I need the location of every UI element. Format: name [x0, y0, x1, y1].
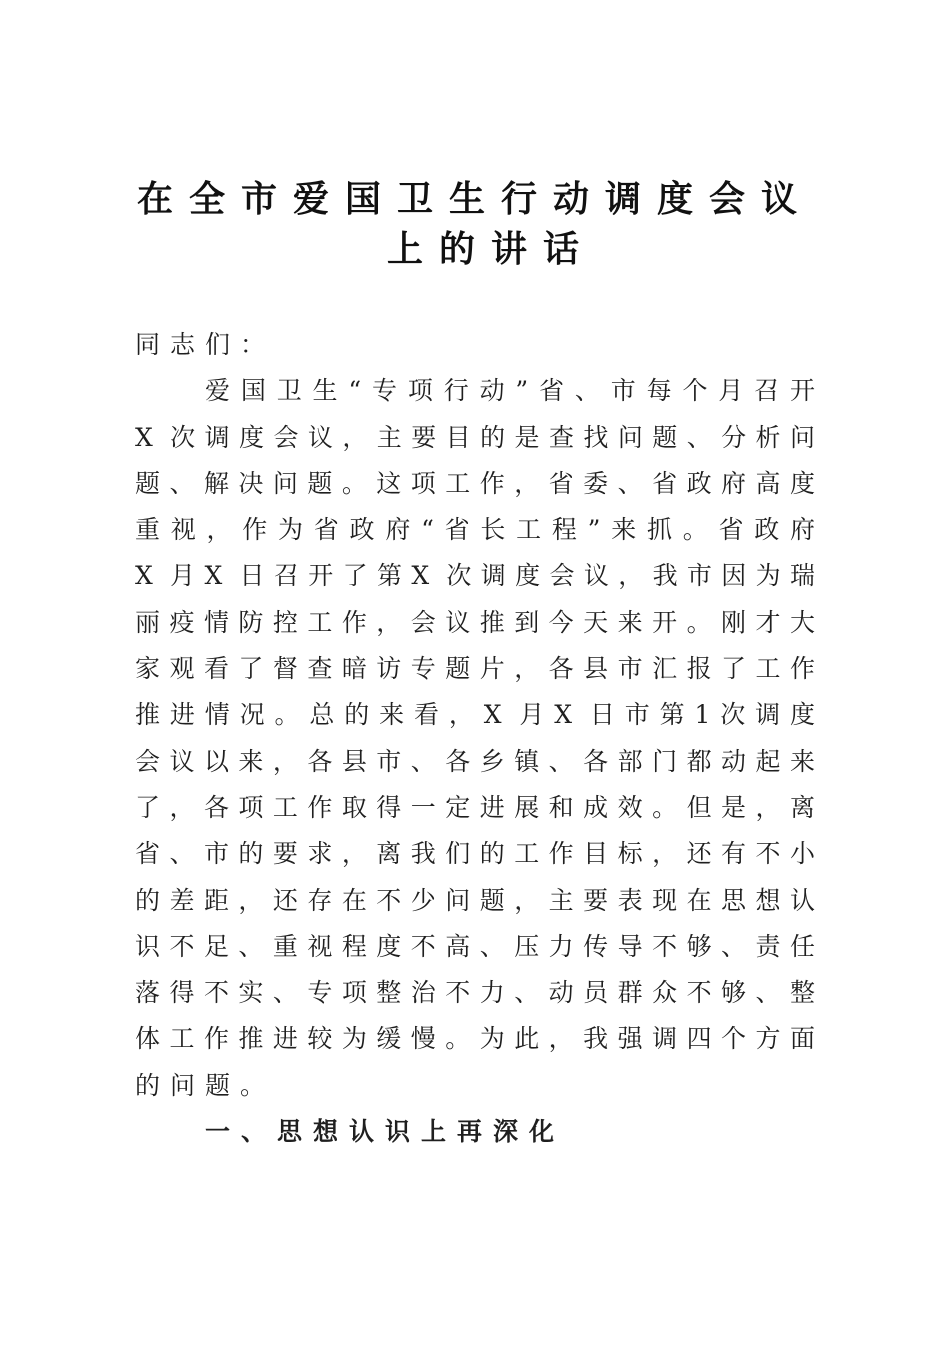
salutation: 同志们： [135, 330, 276, 359]
paragraph-line: 丽疫情防控工作，会议推到今天来开。刚才大 [135, 607, 815, 637]
paragraph-line: 家观看了督查暗访专题片，各县市汇报了工作 [135, 654, 815, 684]
document-title-line-1: 在全市爱国卫生行动调度会议 [136, 178, 813, 220]
paragraph-line: 题、解决问题。这项工作，省委、省政府高度 [135, 468, 815, 498]
paragraph-line: 识不足、重视程度不高、压力传导不够、责任 [135, 931, 815, 961]
document-body [135, 322, 815, 1155]
paragraph-line: 爱国卫生“专项行动”省、市每个月召开 [205, 376, 815, 406]
paragraph-line: 会议以来，各县市、各乡镇、各部门都动起来 [135, 746, 815, 776]
paragraph-last-line: 的问题。 [135, 1070, 276, 1100]
document-title-line-2: 上的讲话 [386, 228, 595, 270]
paragraph-line: 重视，作为省政府“省长工程”来抓。省政府 [135, 515, 815, 545]
paragraph-line: 推进情况。总的来看，X 月X 日市第1次调度 [135, 700, 815, 730]
paragraph-line: 落得不实、专项整治不力、动员群众不够、整 [135, 978, 815, 1008]
paragraph-line: 体工作推进较为缓慢。为此，我强调四个方面 [135, 1024, 815, 1054]
section-heading: 一、思想认识上再深化 [205, 1117, 566, 1147]
paragraph-line: X 月X 日召开了第X 次调度会议，我市因为瑞 [135, 561, 815, 591]
paragraph-line: 省、市的要求，离我们的工作目标，还有不小 [135, 839, 815, 869]
paragraph-line: 的差距，还存在不少问题，主要表现在思想认 [135, 885, 815, 915]
paragraph-line: 了，各项工作取得一定进展和成效。但是，离 [135, 792, 815, 822]
paragraph-line: X 次调度会议，主要目的是查找问题、分析问 [135, 422, 815, 452]
